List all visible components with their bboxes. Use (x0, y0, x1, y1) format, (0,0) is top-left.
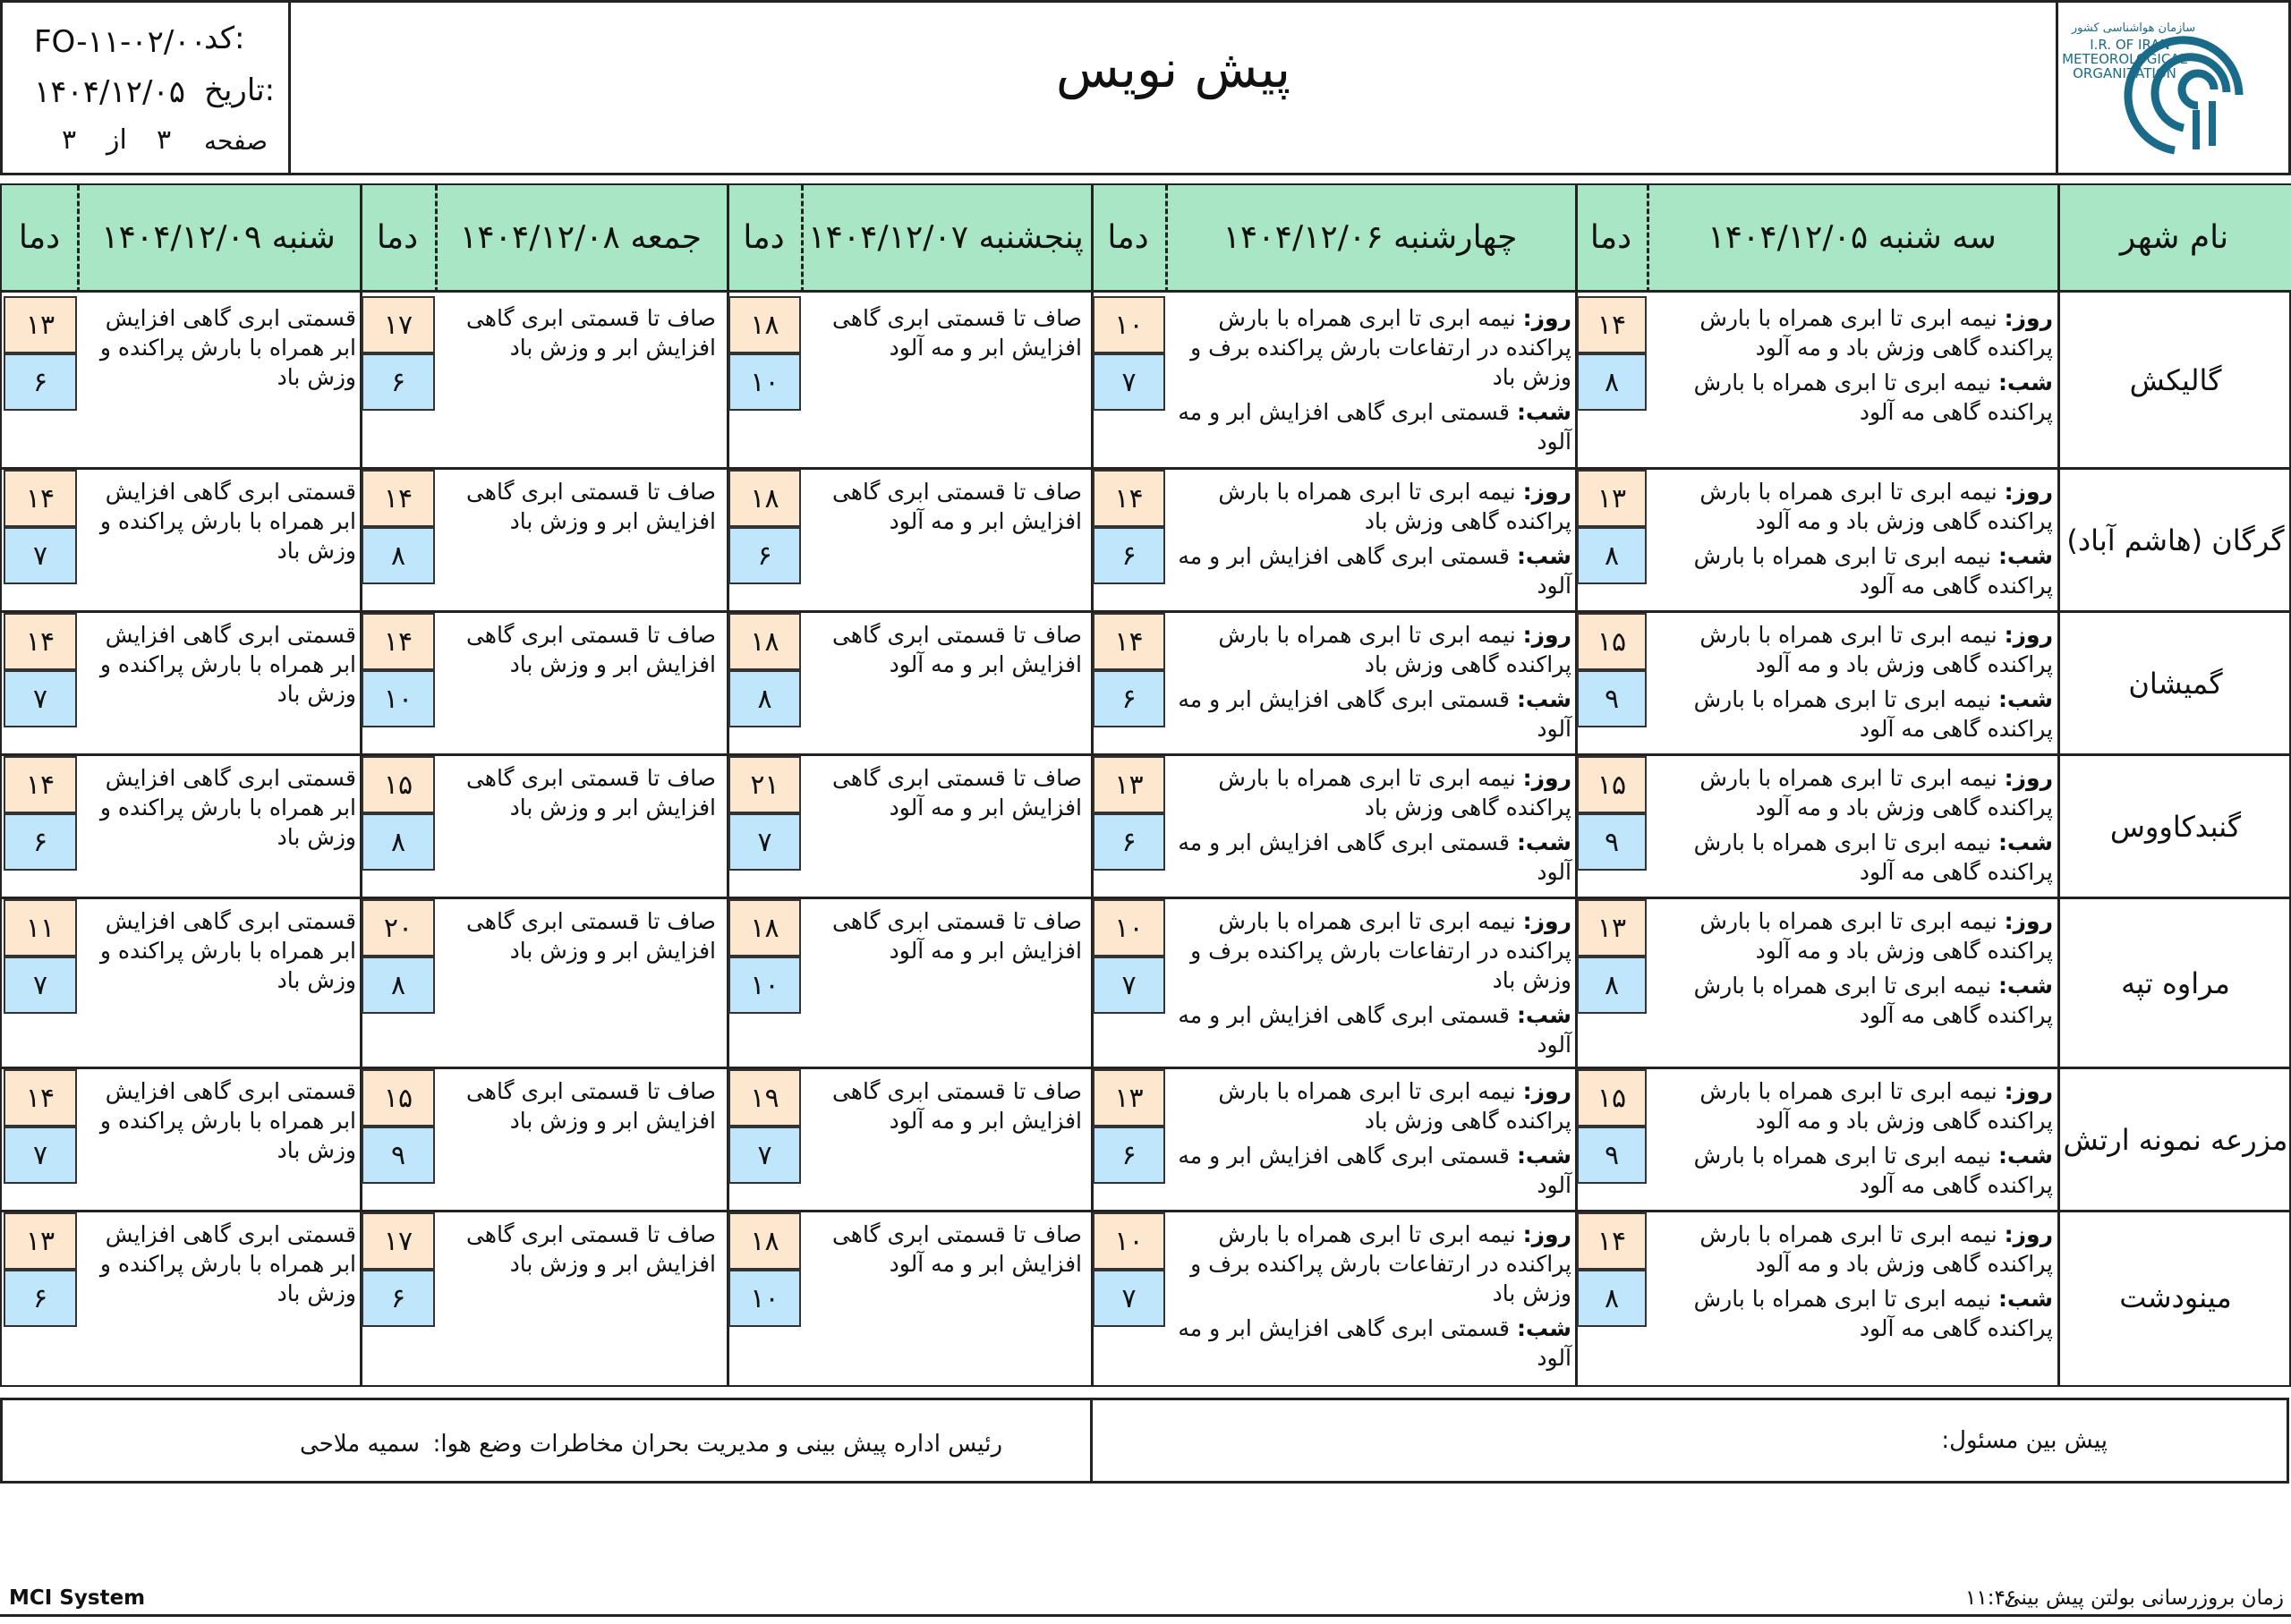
update-time: ۱۱:۴۶ (1965, 1586, 2017, 1610)
max-temp: ۱۵ (1577, 1069, 1647, 1127)
min-temp: ۶ (1093, 813, 1165, 871)
night-forecast: قسمتی ابری گاهی افزایش ابر و مه آلود (1178, 1002, 1571, 1058)
min-temp: ۸ (1577, 527, 1647, 584)
date-value: ۱۴۰۴/۱۲/۰۵ (34, 74, 186, 110)
forecast-cell: قسمتی ابری گاهی افزایش ابر همراه با بارش پراکنده و وزش باد (99, 305, 356, 390)
night-forecast: نیمه ابری تا ابری همراه با بارش پراکنده گاهی مه آلود (1693, 829, 2053, 885)
night-forecast: نیمه ابری تا ابری همراه با بارش پراکنده گاهی مه آلود (1693, 1286, 2053, 1341)
forecast-cell (1650, 477, 2053, 606)
max-temp: ۱۳ (1093, 756, 1165, 813)
min-temp: ۸ (362, 527, 435, 584)
max-temp: ۱۵ (1577, 613, 1647, 670)
forecast-cell (1650, 906, 2053, 1035)
forecast-cell: صاف تا قسمتی ابری گاهی افزایش ابر و مه آلود (831, 1078, 1082, 1134)
min-temp: ۷ (728, 813, 801, 871)
max-temp: ۱۵ (1577, 756, 1647, 813)
forecast-cell (1169, 906, 1571, 1065)
max-temp: ۱۴ (4, 613, 77, 670)
min-temp: ۱۰ (728, 957, 801, 1014)
min-temp: ۶ (1093, 527, 1165, 584)
max-temp: ۱۴ (1577, 296, 1647, 353)
night-forecast: قسمتی ابری گاهی افزایش ابر و مه آلود (1178, 1143, 1571, 1198)
max-temp: ۱۷ (362, 1212, 435, 1270)
min-temp: ۹ (1577, 1127, 1647, 1184)
document-meta-block (3, 3, 291, 173)
city-column-header: نام شهر (2057, 185, 2291, 293)
day-header-1: سه شنبه ۱۴۰۴/۱۲/۰۵ (1647, 185, 2057, 293)
date-label: تاریخ: (204, 72, 276, 108)
day-label: روز: (1522, 622, 1571, 648)
night-forecast: قسمتی ابری گاهی افزایش ابر و مه آلود (1178, 686, 1571, 742)
forecast-cell: قسمتی ابری گاهی افزایش ابر همراه با بارش پراکنده و وزش باد (99, 908, 356, 993)
day-label: روز: (1522, 908, 1571, 934)
max-temp: ۲۰ (362, 899, 435, 957)
chief-label: رئیس اداره پیش بینی و مدیریت بحران مخاطرات وضع هوا: (432, 1431, 1002, 1458)
day-label: روز: (2004, 765, 2053, 791)
max-temp: ۱۱ (4, 899, 77, 957)
temp-header-2: دما (1091, 185, 1165, 293)
max-temp: ۱۴ (4, 756, 77, 813)
page-of: از (106, 124, 127, 156)
day-forecast: نیمه ابری تا ابری همراه با بارش پراکنده در ارتفاعات بارش پراکنده برف و وزش باد (1190, 1221, 1571, 1306)
min-temp: ۶ (1093, 1127, 1165, 1184)
temp-header-3: دما (727, 185, 801, 293)
night-forecast: نیمه ابری تا ابری همراه با بارش پراکنده گاهی مه آلود (1693, 973, 2053, 1028)
min-temp: ۷ (4, 527, 77, 584)
bottom-rule (0, 1614, 2291, 1617)
forecast-cell: قسمتی ابری گاهی افزایش ابر همراه با بارش پراکنده و وزش باد (99, 479, 356, 564)
day-forecast: نیمه ابری تا ابری همراه با بارش پراکنده گاهی وزش باد و مه آلود (1699, 622, 2053, 677)
night-forecast: قسمتی ابری گاهی افزایش ابر و مه آلود (1178, 543, 1571, 599)
forecaster-label: پیش بین مسئول: (1941, 1427, 2108, 1454)
logo-text-en2: METEOROLOGICAL (2062, 51, 2187, 67)
max-temp: ۱۸ (728, 899, 801, 957)
min-temp: ۸ (1577, 1270, 1647, 1327)
city-name: گرگان (هاشم آباد) (2066, 523, 2285, 557)
min-temp: ۹ (362, 1127, 435, 1184)
signature-box (0, 1398, 2289, 1484)
system-name: MCI System (9, 1586, 146, 1610)
city-name: مزرعه نمونه ارتش (2063, 1122, 2288, 1157)
night-label: شب: (1516, 686, 1571, 712)
max-temp: ۱۸ (728, 296, 801, 353)
day-header-4: جمعه ۱۴۰۴/۱۲/۰۸ (435, 185, 727, 293)
day-forecast: نیمه ابری تا ابری همراه با بارش پراکنده گاهی وزش باد و مه آلود (1699, 908, 2053, 964)
min-temp: ۶ (4, 1270, 77, 1327)
min-temp: ۱۰ (728, 353, 801, 411)
min-temp: ۶ (728, 527, 801, 584)
day-label: روز: (2004, 1221, 2053, 1247)
day-label: روز: (1522, 305, 1571, 331)
city-name: مراوه تپه (2121, 965, 2230, 1000)
min-temp: ۷ (728, 1127, 801, 1184)
night-label: شب: (1516, 829, 1571, 855)
min-temp: ۹ (1577, 670, 1647, 727)
temp-header-1: دما (1575, 185, 1647, 293)
max-temp: ۱۴ (362, 470, 435, 527)
forecast-cell: صاف تا قسمتی ابری گاهی افزایش ابر و وزش باد (465, 622, 716, 677)
night-forecast: قسمتی ابری گاهی افزایش ابر و مه آلود (1178, 829, 1571, 885)
forecast-cell (1169, 620, 1571, 749)
meteorological-organization-logo (2058, 3, 2286, 173)
min-temp: ۸ (728, 670, 801, 727)
forecast-cell: صاف تا قسمتی ابری گاهی افزایش ابر و مه آلود (831, 908, 1082, 964)
forecast-cell: صاف تا قسمتی ابری گاهی افزایش ابر و وزش باد (465, 908, 716, 964)
min-temp: ۸ (362, 957, 435, 1014)
forecast-cell (1650, 1076, 2053, 1205)
city-name: گنبدکاووس (2109, 809, 2242, 844)
min-temp: ۸ (1577, 957, 1647, 1014)
signature-divider (1090, 1400, 1093, 1481)
day-header-5: شنبه ۱۴۰۴/۱۲/۰۹ (77, 185, 360, 293)
logo-text-en3: ORGANIZATION (2073, 65, 2176, 81)
day-forecast: نیمه ابری تا ابری همراه با بارش پراکنده در ارتفاعات بارش پراکنده برف و وزش باد (1190, 908, 1571, 993)
header-divider (1165, 185, 1168, 293)
page-title: پیش نویس (1055, 38, 1291, 99)
day-label: روز: (2004, 479, 2053, 505)
forecast-cell: صاف تا قسمتی ابری گاهی افزایش ابر و وزش باد (465, 1221, 716, 1277)
day-forecast: نیمه ابری تا ابری همراه با بارش پراکنده گاهی وزش باد و مه آلود (1699, 1078, 2053, 1134)
forecast-cell: صاف تا قسمتی ابری گاهی افزایش ابر و مه آلود (831, 1221, 1082, 1277)
day-forecast: نیمه ابری تا ابری همراه با بارش پراکنده گاهی وزش باد و مه آلود (1699, 305, 2053, 361)
night-label: شب: (1997, 829, 2053, 855)
max-temp: ۱۳ (1577, 899, 1647, 957)
night-label: شب: (1997, 686, 2053, 712)
night-forecast: نیمه ابری تا ابری همراه با بارش پراکنده گاهی مه آلود (1693, 1143, 2053, 1198)
max-temp: ۱۰ (1093, 296, 1165, 353)
min-temp: ۷ (4, 1127, 77, 1184)
header-divider (1647, 185, 1649, 293)
min-temp: ۷ (1093, 353, 1165, 411)
night-forecast: قسمتی ابری گاهی افزایش ابر و مه آلود (1178, 1315, 1571, 1371)
day-forecast: نیمه ابری تا ابری همراه با بارش پراکنده گاهی وزش باد (1218, 765, 1571, 821)
chief-name: سمیه ملاحی (300, 1431, 421, 1458)
forecast-cell (1650, 303, 2053, 432)
night-label: شب: (1516, 399, 1571, 425)
night-label: شب: (1997, 1143, 2053, 1169)
night-label: شب: (1997, 973, 2053, 999)
forecast-cell: صاف تا قسمتی ابری گاهی افزایش ابر و مه آلود (831, 622, 1082, 677)
max-temp: ۱۵ (362, 756, 435, 813)
forecast-cell: صاف تا قسمتی ابری گاهی افزایش ابر و وزش باد (465, 305, 716, 361)
max-temp: ۱۴ (362, 613, 435, 670)
forecast-cell: صاف تا قسمتی ابری گاهی افزایش ابر و وزش باد (465, 479, 716, 534)
max-temp: ۱۸ (728, 1212, 801, 1270)
logo-block (2056, 3, 2288, 173)
city-name: گمیشان (2128, 666, 2223, 701)
day-forecast: نیمه ابری تا ابری همراه با بارش پراکنده گاهی وزش باد و مه آلود (1699, 1221, 2053, 1277)
max-temp: ۱۷ (362, 296, 435, 353)
max-temp: ۱۴ (1577, 1212, 1647, 1270)
forecast-cell: صاف تا قسمتی ابری گاهی افزایش ابر و مه آلود (831, 305, 1082, 361)
night-label: شب: (1516, 1002, 1571, 1028)
page-label: صفحه (204, 126, 268, 156)
max-temp: ۲۱ (728, 756, 801, 813)
day-forecast: نیمه ابری تا ابری همراه با بارش پراکنده گاهی وزش باد (1218, 479, 1571, 534)
forecast-cell (1169, 303, 1571, 462)
day-label: روز: (1522, 1221, 1571, 1247)
max-temp: ۱۸ (728, 470, 801, 527)
min-temp: ۶ (362, 1270, 435, 1327)
night-label: شب: (1516, 543, 1571, 569)
city-name: مینودشت (2119, 1280, 2232, 1314)
night-forecast: قسمتی ابری گاهی افزایش ابر و مه آلود (1178, 399, 1571, 455)
min-temp: ۶ (362, 353, 435, 411)
forecast-cell: صاف تا قسمتی ابری گاهی افزایش ابر و مه آلود (831, 765, 1082, 821)
forecast-cell (1169, 477, 1571, 606)
max-temp: ۱۳ (4, 1212, 77, 1270)
night-label: شب: (1516, 1143, 1571, 1169)
max-temp: ۱۳ (4, 296, 77, 353)
min-temp: ۸ (1577, 353, 1647, 411)
day-label: روز: (1522, 479, 1571, 505)
min-temp: ۱۰ (362, 670, 435, 727)
header-divider (77, 185, 80, 293)
forecast-cell: قسمتی ابری گاهی افزایش ابر همراه با بارش پراکنده و وزش باد (99, 1221, 356, 1306)
day-forecast: نیمه ابری تا ابری همراه با بارش پراکنده گاهی وزش باد (1218, 622, 1571, 677)
header-divider (435, 185, 438, 293)
document-header (0, 0, 2291, 175)
day-label: روز: (2004, 622, 2053, 648)
min-temp: ۶ (4, 813, 77, 871)
forecast-cell: صاف تا قسمتی ابری گاهی افزایش ابر و وزش باد (465, 765, 716, 821)
forecast-cell (1650, 1220, 2053, 1348)
logo-text-fa: سازمان هواشناسی کشور (2071, 21, 2196, 35)
max-temp: ۱۳ (1577, 470, 1647, 527)
temp-header-4: دما (360, 185, 435, 293)
min-temp: ۶ (1093, 670, 1165, 727)
night-label: شب: (1997, 370, 2053, 395)
max-temp: ۱۹ (728, 1069, 801, 1127)
day-label: روز: (1522, 765, 1571, 791)
day-forecast: نیمه ابری تا ابری همراه با بارش پراکنده گاهی وزش باد و مه آلود (1699, 765, 2053, 821)
night-forecast: نیمه ابری تا ابری همراه با بارش پراکنده گاهی مه آلود (1693, 370, 2053, 425)
city-name: گالیکش (2129, 362, 2222, 397)
day-header-2: چهارشنبه ۱۴۰۴/۱۲/۰۶ (1165, 185, 1575, 293)
forecast-cell: قسمتی ابری گاهی افزایش ابر همراه با بارش پراکنده و وزش باد (99, 622, 356, 707)
logo-text-en1: I.R. OF IRAN (2090, 37, 2170, 53)
temp-header-5: دما (2, 185, 77, 293)
forecast-table (0, 183, 2291, 1387)
day-label: روز: (2004, 1078, 2053, 1104)
forecast-cell: قسمتی ابری گاهی افزایش ابر همراه با بارش پراکنده و وزش باد (99, 765, 356, 850)
min-temp: ۹ (1577, 813, 1647, 871)
night-forecast: نیمه ابری تا ابری همراه با بارش پراکنده گاهی مه آلود (1693, 543, 2053, 599)
max-temp: ۱۸ (728, 613, 801, 670)
min-temp: ۷ (4, 957, 77, 1014)
min-temp: ۱۰ (728, 1270, 801, 1327)
forecast-cell (1169, 1076, 1571, 1205)
max-temp: ۱۰ (1093, 1212, 1165, 1270)
night-forecast: نیمه ابری تا ابری همراه با بارش پراکنده گاهی مه آلود (1693, 686, 2053, 742)
page-total: ۳ (62, 124, 77, 156)
night-label: شب: (1997, 543, 2053, 569)
min-temp: ۶ (4, 353, 77, 411)
night-label: شب: (1997, 1286, 2053, 1312)
day-label: روز: (2004, 305, 2053, 331)
max-temp: ۱۴ (4, 470, 77, 527)
day-label: روز: (1522, 1078, 1571, 1104)
forecast-cell (1650, 620, 2053, 749)
header-divider (801, 185, 804, 293)
max-temp: ۱۵ (362, 1069, 435, 1127)
max-temp: ۱۳ (1093, 1069, 1165, 1127)
forecast-cell (1169, 763, 1571, 892)
min-temp: ۷ (1093, 1270, 1165, 1327)
max-temp: ۱۴ (1093, 613, 1165, 670)
min-temp: ۸ (362, 813, 435, 871)
forecast-cell (1650, 763, 2053, 892)
night-label: شب: (1516, 1315, 1571, 1341)
forecast-cell: صاف تا قسمتی ابری گاهی افزایش ابر و مه آلود (831, 479, 1082, 534)
day-label: روز: (2004, 908, 2053, 934)
min-temp: ۷ (1093, 957, 1165, 1014)
code-value: FO-۱۱-۰۲/۰۰ (34, 24, 207, 60)
min-temp: ۷ (4, 670, 77, 727)
forecast-cell: قسمتی ابری گاهی افزایش ابر همراه با بارش پراکنده و وزش باد (99, 1078, 356, 1163)
day-forecast: نیمه ابری تا ابری همراه با بارش پراکنده گاهی وزش باد (1218, 1078, 1571, 1134)
page-number: ۳ (157, 124, 172, 156)
day-forecast: نیمه ابری تا ابری همراه با بارش پراکنده گاهی وزش باد و مه آلود (1699, 479, 2053, 534)
forecast-cell (1169, 1220, 1571, 1378)
update-label: زمان بروزرسانی بولتن پیش بینی (2004, 1586, 2284, 1610)
day-forecast: نیمه ابری تا ابری همراه با بارش پراکنده در ارتفاعات بارش پراکنده برف و وزش باد (1190, 305, 1571, 390)
max-temp: ۱۴ (1093, 470, 1165, 527)
day-header-3: پنجشنبه ۱۴۰۴/۱۲/۰۷ (801, 185, 1091, 293)
max-temp: ۱۴ (4, 1069, 77, 1127)
max-temp: ۱۰ (1093, 899, 1165, 957)
code-label: کد: (204, 21, 245, 56)
forecast-cell: صاف تا قسمتی ابری گاهی افزایش ابر و وزش باد (465, 1078, 716, 1134)
